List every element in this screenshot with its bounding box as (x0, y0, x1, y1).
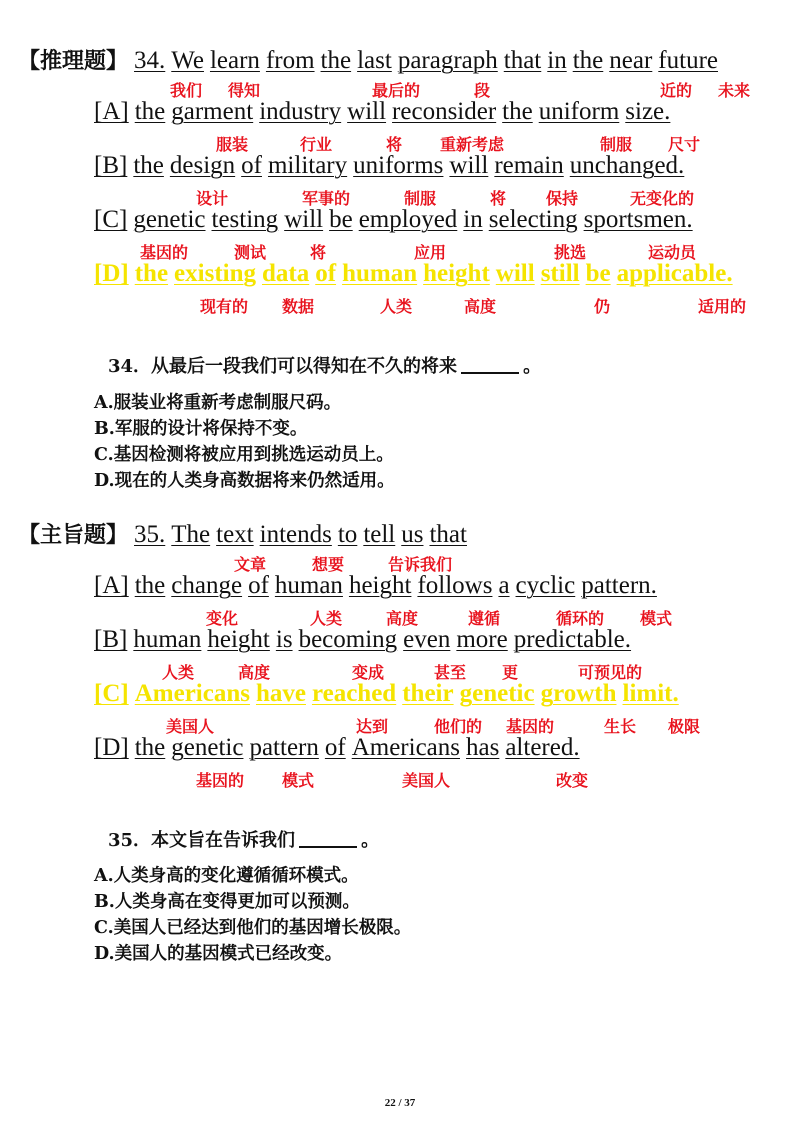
q34-d-gloss-1: 现有的 (200, 297, 249, 316)
english-word: be (585, 260, 611, 287)
q35-cn-option-a: A.人类身高的变化遵循循环模式。 (94, 866, 359, 886)
q35-b-gloss-4: 甚至 (434, 663, 467, 682)
q35-d-gloss-3: 美国人 (402, 771, 451, 790)
english-word: uniforms (353, 152, 444, 179)
q34-stem (18, 44, 724, 75)
q35-c-gloss-6: 极限 (668, 717, 701, 736)
english-word: learn (209, 47, 260, 74)
english-word: be (329, 206, 353, 233)
english-word: will (495, 260, 535, 287)
english-word: still (540, 260, 580, 287)
english-word: in (463, 206, 483, 233)
english-word: in (547, 47, 567, 74)
english-word: Americans (351, 734, 460, 761)
q34-option-d-correct (94, 260, 739, 288)
q34-c-gloss-2: 测试 (234, 243, 267, 262)
q35-b-gloss-5: 更 (502, 663, 519, 682)
english-word: the (133, 152, 164, 179)
answer-blank (461, 372, 519, 374)
english-word: last (357, 47, 392, 74)
english-word: [C] (94, 206, 128, 233)
q35-cn-question-end: 。 (361, 830, 380, 851)
english-word: paragraph (397, 47, 498, 74)
q34-cn-option-a: A.服装业将重新考虑制服尺码。 (94, 393, 342, 413)
english-word: a (498, 572, 510, 599)
q35-option-a (94, 572, 663, 600)
english-word: change (171, 572, 243, 599)
english-word: human (274, 572, 343, 599)
english-word: tell (363, 521, 396, 548)
q35-a-gloss-2: 人类 (310, 609, 343, 628)
q34-d-gloss-2: 数据 (282, 297, 315, 316)
english-word: We (171, 47, 204, 74)
q34-option-b (94, 152, 690, 180)
q34-a-gloss-3: 将 (386, 135, 403, 154)
english-word: from (265, 47, 315, 74)
q35-d-gloss-2: 模式 (282, 771, 315, 790)
q34-cn-question-text: 34．从最后一段我们可以得知在不久的将来 (108, 356, 458, 377)
q35-stem-gloss-3: 告诉我们 (388, 555, 453, 574)
q35-b-gloss-3: 变成 (352, 663, 385, 682)
english-word: the (502, 98, 533, 125)
q35-a-gloss-6: 模式 (640, 609, 673, 628)
english-word: height (423, 260, 490, 287)
english-word: follows (417, 572, 493, 599)
english-word: military (267, 152, 348, 179)
english-word: have (255, 680, 306, 707)
english-word: genetic (459, 680, 535, 707)
english-word: of (315, 260, 337, 287)
q34-d-gloss-5: 仍 (594, 297, 611, 316)
english-word: human (342, 260, 418, 287)
english-word: near (609, 47, 653, 74)
q35-cn-option-c: C.美国人已经达到他们的基因增长极限。 (94, 918, 412, 938)
english-word: of (248, 572, 269, 599)
q34-stem-gloss-5: 近的 (660, 81, 693, 100)
q34-b-gloss-4: 将 (490, 189, 507, 208)
english-word: to (337, 521, 358, 548)
q35-d-gloss-1: 基因的 (196, 771, 245, 790)
q34-b-gloss-6: 无变化的 (630, 189, 695, 208)
english-word: garment (171, 98, 254, 125)
english-word: [A] (94, 98, 129, 125)
q34-option-a (94, 98, 676, 126)
english-word: [D] (94, 734, 129, 761)
q35-cn-option-b: B.人类身高在变得更加可以预测。 (94, 892, 360, 912)
english-word: future (658, 47, 718, 74)
english-word: design (169, 152, 236, 179)
q35-a-gloss-1: 变化 (206, 609, 239, 628)
english-word: the (572, 47, 604, 74)
english-word: 34. (134, 47, 166, 74)
english-word: [B] (94, 152, 128, 179)
english-word: altered. (505, 734, 580, 761)
english-word: pattern. (581, 572, 657, 599)
q35-cn-question (108, 826, 379, 852)
q35-d-gloss-4: 改变 (556, 771, 589, 790)
q34-a-gloss-2: 行业 (300, 135, 333, 154)
english-word: existing (174, 260, 256, 287)
english-word: uniform (538, 98, 620, 125)
english-word: more (456, 626, 508, 653)
q34-a-gloss-5: 制服 (600, 135, 633, 154)
q34-cn-question (108, 352, 541, 378)
english-word: the (320, 47, 352, 74)
english-word: size. (625, 98, 671, 125)
q34-d-gloss-4: 高度 (464, 297, 497, 316)
q34-a-gloss-4: 重新考虑 (440, 135, 505, 154)
english-word: [B] (94, 626, 128, 653)
q35-c-gloss-1: 美国人 (166, 717, 215, 736)
q35-c-gloss-4: 基因的 (506, 717, 555, 736)
english-word: is (275, 626, 293, 653)
english-word: of (241, 152, 262, 179)
q34-d-gloss-3: 人类 (380, 297, 413, 316)
english-word: genetic (133, 206, 206, 233)
q35-stem-gloss-2: 想要 (312, 555, 345, 574)
q34-d-gloss-6: 适用的 (698, 297, 747, 316)
english-word: [D] (94, 260, 129, 287)
english-word: the (134, 734, 166, 761)
q34-c-gloss-3: 将 (310, 243, 327, 262)
english-word: testing (211, 206, 279, 233)
english-word: unchanged. (569, 152, 685, 179)
english-word: pattern (249, 734, 319, 761)
english-word: the (134, 260, 169, 287)
english-word: will (449, 152, 489, 179)
q35-stem-gloss-1: 文章 (234, 555, 267, 574)
english-word: of (324, 734, 346, 761)
english-word: human (133, 626, 202, 653)
q35-stem (18, 518, 473, 549)
english-word: 35. (134, 521, 166, 548)
q34-c-gloss-5: 挑选 (554, 243, 587, 262)
q35-b-gloss-6: 可预见的 (578, 663, 643, 682)
english-word: that (503, 47, 542, 74)
english-word: has (466, 734, 500, 761)
english-word: will (284, 206, 324, 233)
q35-option-d (94, 734, 586, 762)
english-word: their (402, 680, 454, 707)
english-word: [A] (94, 572, 129, 599)
q34-c-gloss-6: 运动员 (648, 243, 697, 262)
q34-cn-question-end: 。 (523, 356, 542, 377)
q34-b-gloss-2: 军事的 (302, 189, 351, 208)
q35-c-gloss-5: 生长 (604, 717, 637, 736)
english-word: becoming (298, 626, 398, 653)
q34-stem-gloss-4: 段 (474, 81, 491, 100)
english-word: limit. (622, 680, 679, 707)
q35-c-gloss-3: 他们的 (434, 717, 483, 736)
q35-cn-question-text: 35．本文旨在告诉我们 (108, 830, 296, 851)
english-word: text (216, 521, 254, 548)
english-word: industry (259, 98, 342, 125)
q34-b-gloss-1: 设计 (196, 189, 229, 208)
answer-blank (299, 846, 357, 848)
q34-stem-gloss-3: 最后的 (372, 81, 421, 100)
q34-a-gloss-6: 尺寸 (668, 135, 701, 154)
english-word: cyclic (515, 572, 576, 599)
q34-c-gloss-1: 基因的 (140, 243, 189, 262)
q35-cn-option-d: D.美国人的基因模式已经改变。 (94, 944, 343, 964)
q35-a-gloss-5: 循环的 (556, 609, 605, 628)
q35-b-gloss-1: 人类 (162, 663, 195, 682)
page-number: 22 / 37 (384, 1097, 416, 1109)
english-word: data (262, 260, 310, 287)
q35-b-gloss-2: 高度 (238, 663, 271, 682)
q34-c-gloss-4: 应用 (414, 243, 447, 262)
q34-b-gloss-5: 保持 (546, 189, 579, 208)
english-word: selecting (488, 206, 578, 233)
english-word: the (134, 572, 166, 599)
q35-type-tag: 【主旨题】 (18, 523, 129, 548)
english-word: The (171, 521, 211, 548)
english-word: intends (259, 521, 332, 548)
english-word: height (348, 572, 412, 599)
english-word: growth (540, 680, 617, 707)
english-word: the (134, 98, 166, 125)
q34-cn-option-d: D.现在的人类身高数据将来仍然适用。 (94, 471, 395, 491)
q34-stem-gloss-1: 我们 (170, 81, 203, 100)
q34-stem-gloss-2: 得知 (228, 81, 261, 100)
english-word: remain (494, 152, 564, 179)
english-word: applicable. (616, 260, 733, 287)
q34-type-tag: 【推理题】 (18, 49, 129, 74)
english-word: genetic (171, 734, 244, 761)
english-word: reached (311, 680, 397, 707)
q34-a-gloss-1: 服装 (216, 135, 249, 154)
english-word: height (207, 626, 270, 653)
english-word: employed (358, 206, 458, 233)
q35-option-c-correct (94, 680, 685, 708)
q34-cn-option-c: C.基因检测将被应用到挑选运动员上。 (94, 445, 394, 465)
q34-stem-gloss-6: 未来 (718, 81, 751, 100)
q34-cn-option-b: B.军服的设计将保持不变。 (94, 419, 308, 439)
english-word: [C] (94, 680, 129, 707)
english-word: that (429, 521, 467, 548)
english-word: sportsmen. (583, 206, 693, 233)
q34-b-gloss-3: 制服 (404, 189, 437, 208)
q35-c-gloss-2: 达到 (356, 717, 389, 736)
english-word: even (403, 626, 451, 653)
q34-option-c (94, 206, 699, 234)
english-word: reconsider (392, 98, 497, 125)
english-word: Americans (134, 680, 250, 707)
q35-option-b (94, 626, 637, 654)
english-word: us (401, 521, 424, 548)
q35-a-gloss-4: 遵循 (468, 609, 501, 628)
q35-a-gloss-3: 高度 (386, 609, 419, 628)
english-word: will (347, 98, 387, 125)
english-word: predictable. (513, 626, 632, 653)
